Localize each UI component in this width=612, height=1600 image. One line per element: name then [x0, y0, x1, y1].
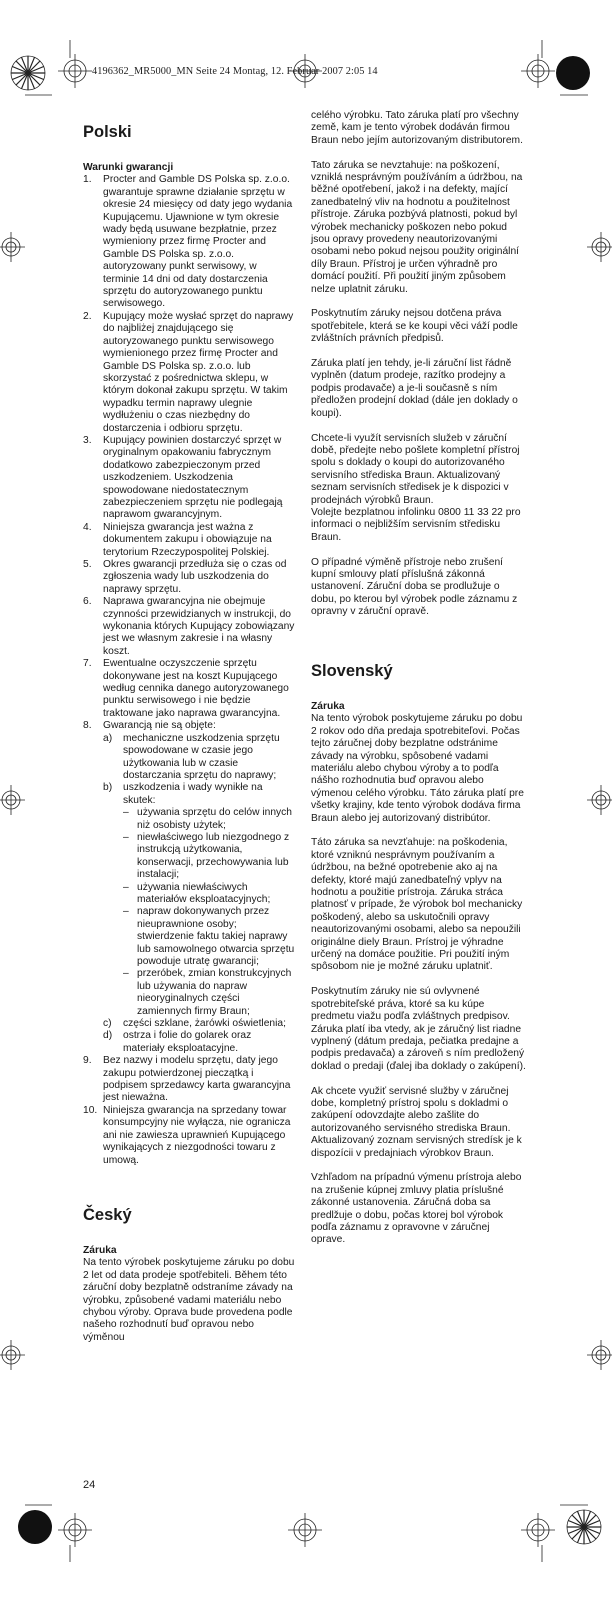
section-title-cesky: Český — [83, 1205, 132, 1224]
paragraph: Na tento výrobek poskytujeme záruku po dobu 2 let od data prodeje spotřebiteli. Během této záruční doby bezplatně odstraníme závady na výrobku, způsobené vadami materiálu nebo chybou výroby. Oprava bude provedena podle našeho rozhodnutí buď opravou nebo výměnou — [83, 1257, 295, 1343]
starburst-bottom-right-icon — [567, 1510, 601, 1544]
registration-target-right-lower-icon — [587, 1340, 612, 1370]
section-title-polski: Polski — [83, 123, 132, 141]
list-item: 1. Procter and Gamble DS Polska sp. z.o.o. gwarantuje sprawne działanie sprzętu w okresie 24 miesięcy od daty jego wydania Kupującemu. Ujawnione w tym okresie wady będą usuwane bezpłatnie, przez wymieniony przez firmę Procter and Gamble DS Polska sp. z.o.o. autoryzowany punkt serwisowy, w terminie 14 dni od daty dostarczenia sprzętu do autoryzowanego punktu serwisowego. — [83, 174, 293, 310]
dash-item: – przeróbek, zmian konstrukcyjnych lub używania do napraw nieoryginalnych części zamiennych firmy Braun; — [123, 968, 292, 1017]
list-item: 9. Bez nazwy i modelu sprzętu, daty jego zakupu potwierdzonej pieczątką i podpisem sprzedawcy karta gwarancyjna jest nieważna. — [83, 1055, 291, 1104]
starburst-top-left-icon — [11, 56, 45, 90]
list-item: 10. Niniejsza gwarancja na sprzedany towar konsumpcyjny nie wyłącza, nie ogranicza ani nie zawiesza uprawnień Kupującego wynikających z niezgodności towaru z umową. — [83, 1104, 291, 1166]
list-item: 3. Kupujący powinien dostarczyć sprzęt w oryginalnym opakowaniu fabrycznym dodatkowo zabezpieczonym przed uszkodzeniem. Uszkodzenia spowodowane niedostatecznym zabezpieczeniem sprzętu nie podlegają naprawom gwarancyjnym. — [83, 434, 283, 521]
section-subtitle-slovensky: Záruka — [311, 700, 345, 712]
black-dot-bottom-left-icon — [18, 1510, 52, 1544]
list-item: 7. Ewentualne oczyszczenie sprzętu dokonywane jest na koszt Kupującego według cennika danego autoryzowanego punktu serwisowego i nie będzie traktowane jako naprawa gwarancyjna. — [83, 658, 289, 719]
sublist-item: d) ostrza i folie do golarek oraz materiały eksploatacyjne. — [103, 1030, 252, 1054]
left-column — [83, 110, 295, 1344]
registration-target-right-middle-icon — [587, 785, 612, 815]
dash-list — [123, 807, 295, 1018]
registration-target-left-upper-icon — [0, 232, 25, 262]
paragraph: Poskytnutím záruky nie sú ovlyvnené spotrebiteľské práva, ktoré sa ku kúpe predmetu viažu podľa zvláštnych predpisov. — [311, 986, 510, 1023]
registration-target-bottom-left-icon — [58, 1513, 92, 1547]
paragraph: Záruka platí iba vtedy, ak je záručný list riadne vyplnený (dátum predaja, pečiatka predajne a podpis predavača) a zároveň s ním predložený doklad o predaji (ďalej iba doklady o zakúpení). — [311, 1023, 526, 1072]
list-item: 6. Naprawa gwarancyjna nie obejmuje czynności przewidzianych w instrukcji, do wykonania których Kupujący zobowiązany jest we własnym zakresie i na własny koszt. — [83, 596, 295, 657]
dash-item: – używania niewłaściwych materiałów eksploatacyjnych; — [123, 881, 271, 905]
paragraph: Ak chcete využiť servisné služby v záručnej dobe, kompletný prístroj spolu s dokladmi o zakúpení odovzdajte alebo zašlite do autorizovaného servisného strediska Braun. Aktualizovaný zoznam servisných stredísk je k dispozícii v predajniach výrobkov Braun. — [311, 1085, 522, 1159]
right-column — [311, 110, 526, 1259]
sublist-item: c) części szklane, żarówki oświetlenia; — [103, 1018, 286, 1030]
paragraph: Záruka platí jen tehdy, je-li záruční list řádně vyplněn (datum prodeje, razítko prodejny a podpis prodavače) a je-li současně s ním předložen prodejní doklad (dále jen doklady o koupi). — [311, 358, 518, 419]
dash-item: – używania sprzętu do celów innych niż osobisty użytek; — [123, 807, 292, 831]
print-slug-header: 4196362_MR5000_MN Seite 24 Montag, 12. Februar 2007 2:05 14 — [92, 66, 378, 77]
black-dot-top-right-icon — [556, 56, 590, 90]
list-item: 8. Gwarancją nie są objęte: a) mechaniczne uszkodzenia sprzętu spowodowane w czasie jego użytkowania lub w czasie dostarczania sprzętu do naprawy; b) uszkodzenia i wady wynikłe na skutek: – używania sprzętu do celów innych niż osobisty użytek; – niewłaściwego lub niezgodnego z instrukcją użytkowania, konserwacji, przechowywania lub instalacji; – używania niewłaściwych materiałów eksploatacyjnych; – napraw dokonywanych przez nieuprawnione osoby; stwierdzenie faktu takiej naprawy lub samowolnego otwarcia sprzętu powoduje utratę gwarancji; – przeróbek, zmian konstrukcyjnych lub używania do napraw nieoryginalnych części zamiennych firmy Braun; c) części szklane, żarówki oświetlenia; d) ostrza i folie do golarek oraz materiały eksploatacyjne. — [83, 720, 295, 1054]
registration-target-left-lower-icon — [0, 1340, 25, 1370]
paragraph: Tato záruka se nevztahuje: na poškození, vzniklá nesprávným používáním a údržbou, na běžné opotřebení, jakož i na defekty, mající zanedbatelný vliv na hodnotu a použitelnost přístroje. Záruka pozbývá platnosti, pokud byl výrobek mechanicky poškozen nebo pokud jsou opravy provedeny neautorizovanými osobami nebo pokud nejsou použity originální díly Braun. Přístroj je určen výhradně pro domácí použití. Při použití jiným způsobem nelze uplatnit záruku. — [311, 159, 523, 295]
paragraph: Volejte bezplatnou infolinku 0800 11 33 22 pro informaci o nejbližším servisním středisku Braun. — [311, 506, 521, 543]
registration-target-bottom-center-icon — [288, 1513, 322, 1547]
section-subtitle-cesky: Záruka — [83, 1244, 117, 1256]
registration-target-left-middle-icon — [0, 785, 25, 815]
registration-target-top-left-icon — [58, 54, 92, 88]
page-number: 24 — [83, 1479, 96, 1491]
registration-target-bottom-right-icon — [521, 1513, 555, 1547]
paragraph: Táto záruka sa nevzťahuje: na poškodenia, ktoré vzniknú nesprávnym používaním a údržbou, na bežné opotrebenie ako aj na defekty, ktoré majú zanedbateľný vplyv na hodnotu a použitie prístroja. Záruka stráca platnosť v prípade, že výrobok bol mechanicky poškodený, alebo sa uskutočnili opravy neautorizovanými osobami, alebo sa nepoužili originálne diely Braun. Prístroj je výhradne určený na domáce použitie. Pri použití iným spôsobom nie je možné záruku uplatniť. — [311, 837, 523, 973]
paragraph: Na tento výrobok poskytujeme záruku po dobu 2 rokov odo dňa predaja spotrebiteľovi. Počas tejto záručnej doby bezplatne odstránime závady na výrobku, spôsobené vadami materiálu alebo chybou výroby a to podľa nášho rozhodnutia buď opravou alebo výmenou celého výrobku. Táto záruka platí pre všetky krajiny, kde tento výrobok dodáva firma Braun alebo jej autorizovaný distribútor. — [311, 713, 524, 824]
paragraph: Poskytnutím záruky nejsou dotčena práva spotřebitele, která se ke koupi věci váží podle zvláštních právních předpisů. — [311, 308, 518, 345]
section-title-slovensky: Slovenský — [311, 661, 393, 680]
list-item: 4. Niniejsza gwarancja jest ważna z dokumentem zakupu i obowiązuje na terytorium Rzeczypospolitej Polskiej. — [83, 521, 272, 558]
list-item: 2. Kupujący może wysłać sprzęt do naprawy do najbliżej znajdującego się autoryzowanego punktu serwisowego wymienionego przez firmę Procter and Gamble DS Polska sp. z.o.o. lub skorzystać z pośrednictwa sklepu, w którym dokonał zakupu sprzętu. W takim wypadku termin naprawy ulegnie wydłużeniu o czas niezbędny do dostarczenia i odbioru sprzętu. — [83, 310, 294, 434]
paragraph: Chcete-li využít servisních služeb v záruční době, předejte nebo pošlete kompletní přístroj spolu s doklady o koupi do autorizovaného servisního střediska Braun. Aktualizovaný seznam servisních středisek je k dispozici v prodejnách výrobků Braun. — [311, 432, 520, 506]
paragraph: O případné výměně přístroje nebo zrušení kupní smlouvy platí příslušná zákonná ustanovení. Záruční doba se prodlužuje o dobu, po kterou byl výrobek podle záznamu z opravny v záruční opravě. — [311, 556, 518, 618]
registration-target-top-right-icon — [521, 54, 555, 88]
warranty-terms-list — [83, 174, 295, 1167]
sublist-item: a) mechaniczne uszkodzenia sprzętu spowodowane w czasie jego użytkowania lub w czasie dostarczania sprzętu do naprawy; — [103, 732, 280, 781]
registration-target-right-upper-icon — [587, 232, 612, 262]
crop-marks-bottom — [25, 1505, 588, 1562]
paragraph: celého výrobku. Tato záruka platí pro všechny země, kam je tento výrobek dodáván firmou Braun nebo jejím autorizovaným distributorem. — [311, 110, 523, 146]
section-subtitle-polski: Warunki gwarancji — [83, 162, 174, 173]
dash-item: – niewłaściwego lub niezgodnego z instrukcją użytkowania, konserwacji, przechowywania lub instalacji; — [123, 831, 290, 881]
sublist-item: b) uszkodzenia i wady wynikłe na skutek: – używania sprzętu do celów innych niż osobisty użytek; – niewłaściwego lub niezgodnego z instrukcją użytkowania, konserwacji, przechowywania lub instalacji; – używania niewłaściwych materiałów eksploatacyjnych; – napraw dokonywanych przez nieuprawnione osoby; stwierdzenie faktu takiej naprawy lub samowolnego otwarcia sprzętu powoduje utratę gwarancji; – przeróbek, zmian konstrukcyjnych lub używania do napraw nieoryginalnych części zamiennych firmy Braun; — [103, 782, 295, 1017]
exclusions-sublist — [103, 733, 295, 1056]
paragraph: Vzhľadom na prípadnú výmenu prístroja alebo na zrušenie kúpnej zmluvy platia príslušné zákonné ustanovenia. Záručná doba sa predlžuje o dobu, počas ktorej bol výrobok podľa záznamu z opravovne v záručnej oprave. — [311, 1172, 522, 1246]
dash-item: – napraw dokonywanych przez nieuprawnione osoby; stwierdzenie faktu takiej naprawy lub samowolnego otwarcia sprzętu powoduje utratę gwarancji; — [123, 906, 295, 967]
list-item: 5. Okres gwarancji przedłuża się o czas od zgłoszenia wady lub uszkodzenia do naprawy sprzętu. — [83, 559, 287, 595]
